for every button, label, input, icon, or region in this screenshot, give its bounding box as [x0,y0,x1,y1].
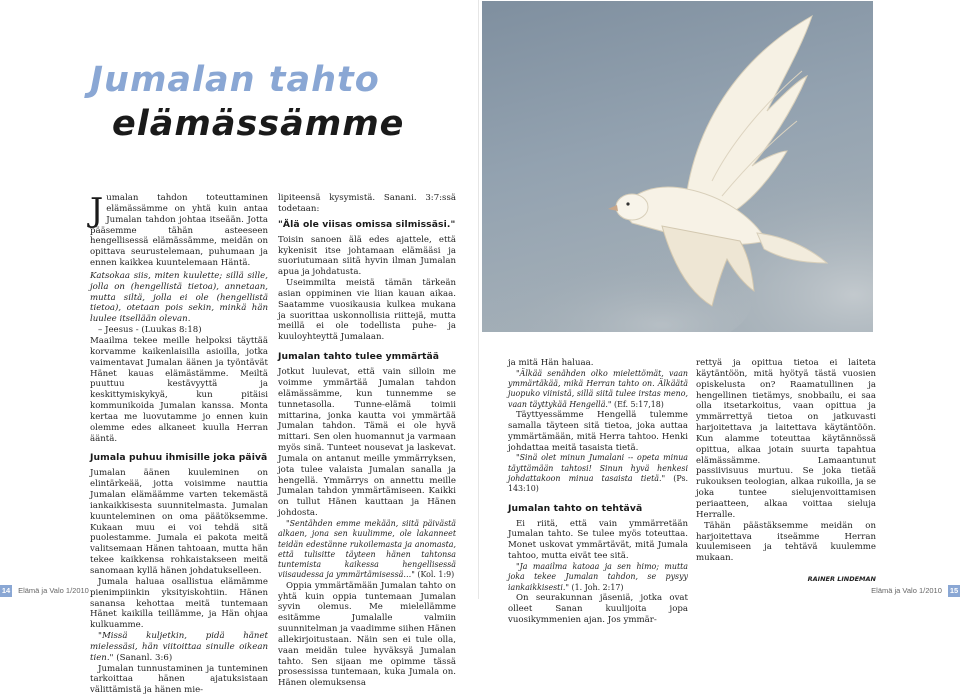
title-line-2: elämässämme [112,104,405,144]
paragraph: Täyttyessämme Hengellä tulemme samalla täyteen sitä tietoa, joka auttaa ymmärtämään, mitä Herra tahtoo. Henki johdattaa meitä tasaista tietä. [508,410,688,453]
paragraph: Toisin sanoen älä edes ajattele, että kykenisit itse johtamaan elämääsi ja suoriutumaan siitä hyvin ilman Jumalan apua ja johdatusta. [278,234,456,278]
column-3 [508,358,688,625]
paragraph: Tähän päästäksemme meidän on harjoitettava itseämme Herran kuulemiseen ja tehtävä kuulemme mukaan. [696,520,876,564]
paragraph: Jumalan äänen kuuleminen on elintärkeää, jotta voisimme nauttia Jumalan elämäämme varten tekemästä iankaikkisesta suunnitelmasta. Jumalan kuunteleminen on oma päätöksemme. Kukaan muu ei voi tehdä sitä puolestamme. Jumala ei pakota meitä valitsemaan Hänen tahtoaan, mutta hän tekee kaikkensa rohkaistakseen meitä sanomaan kyllä hänen johdatukselleen. [90,468,268,576]
quote-reference: (Ef. 5:17,18) [614,399,664,409]
paragraph: Jumala haluaa osallistua elämämme pienimpiinkin yksityiskohtiin. Hänen sanansa kehottaa meitä tuntemaan Hänet kaikilla teillämme, ja Hän ohjaa kulkuamme. [90,576,268,631]
section-heading: Jumalan tahto on tehtävä [508,502,643,514]
paragraph: ja mitä Hän haluaa. [508,358,594,368]
scripture-quote: Katsokaa siis, miten kuulette; sillä sille, jolla on (hengellistä tietoa), annetaan, mutta siltä, jolla ei ole (hengellistä tietoa), otetaan pois sekin, minkä hän luulee itsellään olevan. [90,270,268,325]
paragraph: Maailma tekee meille helpoksi täyttää korvamme kaikenlaisilla asioilla, jotka vaimentavat Jumalan äänen ja työntävät Hänet kauas elämästämme. Meiltä puuttuu kestävyyttä ja keskittymiskykyä, kun pitäisi kommunikoida Jumalan kanssa. Monta kertaa me luovutamme jo ennen kuin olemme edes alkaneet kuulla Herran ääntä. [90,335,268,444]
footer-left [0,585,89,597]
page-divider [478,0,479,599]
quote-reference: (Ps. 143:10) [508,474,688,494]
footer-right [871,585,960,597]
scripture-quote: "Sinä olet minun Jumalani -- opeta minua täyttämään tahtosi! Sinun hyvä henkesi johdattakoon minua tasaista tietä." [508,453,688,483]
paragraph: Ei riitä, että vain ymmärretään Jumalan tahto. Se tulee myös toteuttaa. Monet uskovat ymmärtävät, mitä Jumala tahtoo, mutta eivät tee sitä. [508,518,688,562]
quote-reference: (Sananl. 3:6) [116,652,173,663]
paragraph: Useimmilta meistä tämän tärkeän asian oppiminen vie liian kauan aikaa. Saatamme vuosikausia kulkea mukana ja suorittaa uskonnollisia riittejä, mutta meillä ei ole todellista puhe- ja kuuloyhteyttä Jumalaan. [278,278,456,343]
paragraph: rettyä ja opittua tietoa ei laiteta käytäntöön, mitä hyötyä tästä vuosien opiskelusta on? Raamatullinen ja hengellinen tietämys, snobbailu, ei saa olla itsetarkoitus, vaan opittua ja ymmärrettyä tietoa on jatkuvasti harjoitettava ja laitettava käytäntöön. Kun alamme toteuttaa käytännössä opittua, alkaa jotain suurta tapahtua elämässämme. Lamaantunut passiivisuus murtuu. Se joka tietää rukouksen teologian, alkaa rukoilla, ja se joka tuntee sielujenvoittamisen periaatteen, alkaa voittaa sieluja Herralle. [696,358,876,520]
section-heading: Jumalan tahto tulee ymmärtää [278,351,440,363]
paragraph: Jumalan tunnustaminen ja tunteminen tarkoittaa hänen ajatuksistaan välittämistä ja hänen mie- [90,663,268,696]
column-1 [90,190,268,696]
author-name: RAINER LINDEMAN [807,575,876,584]
scripture-quote: "Älkää senähden olko mielettömät, vaan ymmärtäkää, mikä Herran tahto on. Älkäätä juopuko viinistä, sillä siitä tulee irstas meno, vaan täyttykää Hengellä." [508,368,688,409]
scripture-quote: "Missä kuljetkin, pidä hänet mielessäsi, hän viitoittaa sinulle oikean tien." [90,631,268,663]
title-line-1: Jumalan tahto [90,60,380,100]
scripture-quote: "Ja maailma katoaa ja sen himo; mutta joka tekee Jumalan tahdon, se pysyy iankaikkisesti." [508,561,688,592]
paragraph: Jotkut luulevat, että vain silloin me voimme ymmärtää Jumalan tahdon elämässämme, kun tunnemme se tunnetasolla. Tunne-elämä toimii mittarina, jonka kautta voi ymmärtää Jumalan tahdon. Tämä ei ole hyvä mittari. Sen olen huomannut ja varmaan myös sinä. Tunteet nousevat ja laskevat. Jumala on antanut meille ymmärryksen, jota tulee valaista Jumalan sanalla ja hengellä. Ymmärrys on annettu meille Jumalan tahdon ymmärtämiseen. Kaikki on tullut Hänen kauttaan ja Hänen johdosta. [278,367,456,519]
quote-reference: (1. Joh. 2:17) [571,582,624,592]
drop-cap: J [90,190,104,229]
paragraph: Oppia ymmärtämään Jumalan tahto on yhtä kuin oppia tuntemaan Jumalan syvin olemus. Me mielellämme esitämme Jumalalle valmiin suunnitelman ja vaadimme siihen Hänen allekirjoitustaan. Näin sen ei tule olla, vaan meidän tulee hyväksyä Jumalan tahto. Sen sijaan me opimme tässä prosessissa tuntemaan, kuka Jumala on. Hänen olemuksensa [278,580,456,689]
section-heading: Jumala puhuu ihmisille joka päivä [90,452,268,464]
column-4 [696,358,876,585]
dove-icon [482,1,873,332]
paragraph: On seurakunnan jäseniä, jotka ovat olleet Sanan kuulijoita jopa vuosikymmenien ajan. Jos ymmär- [508,592,688,625]
magazine-name: Elämä ja Valo 1/2010 [871,586,942,595]
column-2 [278,193,456,689]
section-heading: "Älä ole viisas omissa silmissäsi." [278,218,456,230]
page-number: 15 [949,586,959,595]
dove-photo [482,1,873,332]
quote-reference: – Jeesus - (Luukas 8:18) [98,325,202,336]
magazine-name: Elämä ja Valo 1/2010 [18,586,89,595]
paragraph: lipiteensä kysymistä. Sanani. 3:7:ssä todetaan: [278,193,456,214]
scripture-quote: "Sentähden emme mekään, siitä päivästä alkaen, jona sen kuulimme, ole lakanneet teidän edestänne rukoilemasta ja anomasta, että tulisitte täyteen hänen tahtonsa tuntemista kaikessa hengellisessä viisaudessa ja ymmärtämisessä…" [278,518,456,580]
page-number: 14 [1,586,11,595]
paragraph: umalan tahdon toteuttaminen elämässämme on yhtä kuin antaa Jumalan tahdon johtaa itseään. Jotta pääsemme tähän asteeseen hengellisessä elämässämme, meidän on opittava seurustelemaan, puhumaan ja ennen kaikkea kuuntelemaan Häntä. [90,193,268,269]
quote-reference: (Kol. 1:9) [417,570,455,580]
